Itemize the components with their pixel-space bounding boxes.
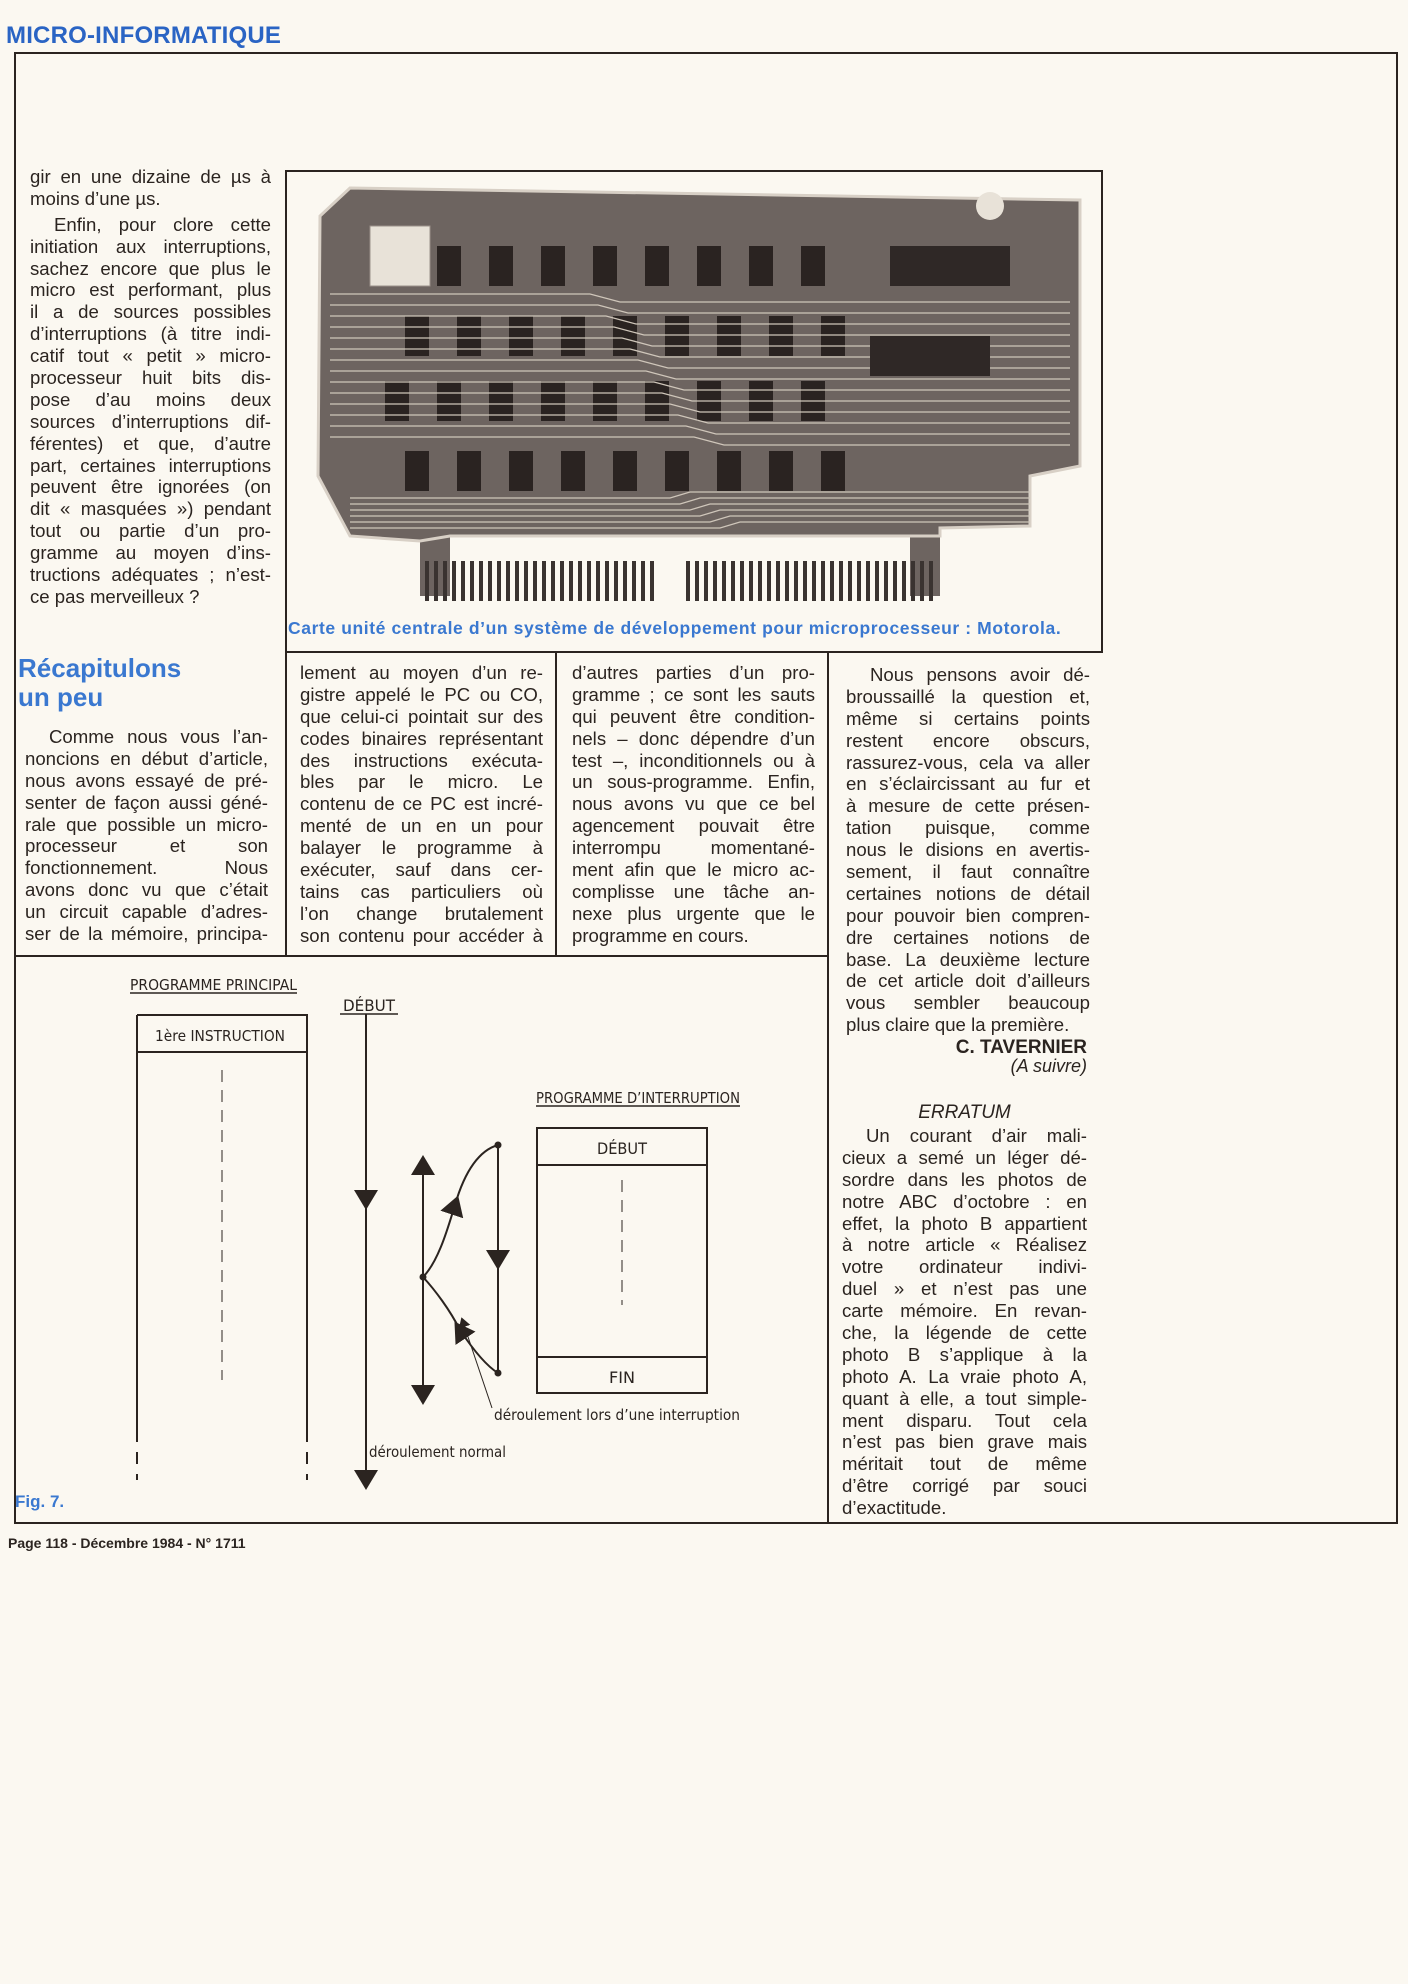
- erratum-title: ERRATUM: [918, 1102, 1011, 1123]
- text-line: que celui-ci pointait sur des: [300, 705, 543, 727]
- paragraph: [846, 664, 1090, 1036]
- text-line: interrompu momentané-: [572, 837, 815, 859]
- chip: [821, 316, 845, 356]
- column-divider: [555, 651, 557, 955]
- text-line: d’interruptions (à titre indi-: [30, 323, 271, 345]
- text-line: tains cas particuliers où: [300, 880, 543, 902]
- chip: [769, 451, 793, 491]
- paragraph: [25, 726, 268, 945]
- text-line: processeur et son: [25, 835, 268, 857]
- erratum-body: [842, 1125, 1087, 1519]
- chip: [821, 451, 845, 491]
- paragraph: [572, 662, 815, 947]
- chip: [437, 246, 461, 286]
- text-line: des instructions exécuta-: [300, 749, 543, 771]
- text-line: rassurez-vous, cela va aller: [846, 751, 1090, 773]
- text-line: nous le disions en avertis-: [846, 839, 1090, 861]
- text-line: tructions adéquates ; n’est-: [30, 564, 271, 586]
- paragraph: [30, 166, 271, 210]
- paragraph: [30, 214, 271, 608]
- text-line: gramme au moyen d’ins-: [30, 542, 271, 564]
- text-line: contenu de ce PC est incré-: [300, 793, 543, 815]
- text-line: catif tout « petit » micro-: [30, 345, 271, 367]
- text-line: gramme ; ce sont les sauts: [572, 683, 815, 705]
- column-3: [572, 662, 815, 947]
- text-line: Un courant d’air mali-: [866, 1125, 1087, 1146]
- text-line: l’on change brutalement: [300, 902, 543, 924]
- text-line: même si certains points: [846, 707, 1090, 729]
- text-line: cieux a semé un léger dé-: [842, 1146, 1087, 1168]
- text-line: menté de un en un pour: [300, 815, 543, 837]
- text-line: noncions en début d’article,: [25, 747, 268, 769]
- chip: [541, 246, 565, 286]
- jump-arrow: [423, 1205, 455, 1277]
- text-line: micro est performant, plus: [30, 279, 271, 301]
- main-program-box-continuation: [137, 1430, 307, 1480]
- chip: [457, 451, 481, 491]
- text-line: ment afin que le micro ac-: [572, 859, 815, 881]
- text-line: d’exactitude.: [842, 1497, 947, 1519]
- text-line: agencement pouvait être: [572, 815, 815, 837]
- start-label: DÉBUT: [343, 996, 396, 1015]
- text-line: Nous pensons avoir dé-: [870, 664, 1090, 685]
- chip: [593, 246, 617, 286]
- chip: [769, 316, 793, 356]
- text-line: d’autres parties d’un pro-: [572, 662, 815, 683]
- heading-line: Récapitulons: [18, 653, 182, 683]
- text-line: son contenu pour accéder à: [300, 924, 543, 946]
- return-arrow: [460, 1330, 498, 1373]
- to-be-continued: (A suivre): [1010, 1056, 1087, 1076]
- chip: [717, 316, 741, 356]
- text-line: plus claire que la première.: [846, 1014, 1070, 1036]
- column-1-top: [30, 166, 271, 608]
- text-line: sources d’interruptions dif-: [30, 410, 271, 432]
- text-line: un circuit capable d’adres-: [25, 901, 268, 923]
- text-line: sordre dans les photos de: [842, 1168, 1087, 1190]
- text-line: qui peuvent être condition-: [572, 705, 815, 727]
- chip: [697, 246, 721, 286]
- text-line: gistre appelé le PC ou CO,: [300, 683, 543, 705]
- text-line: duel » et n’est pas une: [842, 1278, 1087, 1300]
- chip: [457, 316, 481, 356]
- interrupt-start-label: DÉBUT: [597, 1139, 648, 1158]
- text-line: vous sembler beaucoup: [846, 992, 1090, 1014]
- paragraph: [842, 1125, 1087, 1519]
- chip: [509, 316, 533, 356]
- text-line: à mesure de cette présen-: [846, 795, 1090, 817]
- text-line: dre certaines notions de: [846, 926, 1090, 948]
- photo-border-top: [285, 170, 1103, 172]
- text-line: à notre article « Réalisez: [842, 1234, 1087, 1256]
- column-divider: [285, 170, 287, 955]
- paragraph: [300, 662, 543, 947]
- photo-border-right: [1101, 170, 1103, 652]
- text-line: pour pouvoir bien compren-: [846, 904, 1090, 926]
- text-line: Comme nous vous l’an-: [49, 726, 268, 747]
- first-instruction-label: 1ère INSTRUCTION: [155, 1027, 285, 1045]
- text-line: part, certaines interruptions: [30, 454, 271, 476]
- figure-label: Fig. 7.: [15, 1492, 65, 1511]
- text-line: certaines notions de détail: [846, 882, 1090, 904]
- interrupt-end-label: FIN: [609, 1368, 635, 1387]
- text-line: d’être corrigé par souci: [842, 1475, 1087, 1497]
- text-line: carte mémoire. En revan-: [842, 1300, 1087, 1322]
- interrupt-flow-diagram: [0, 960, 830, 1520]
- main-program-title: PROGRAMME PRINCIPAL: [130, 976, 298, 994]
- chip: [489, 246, 513, 286]
- text-line: complisse une tâche an-: [572, 880, 815, 902]
- column-1-bottom: [25, 726, 268, 945]
- chip: [665, 451, 689, 491]
- page-footer: Page 118 - Décembre 1984 - N° 1711: [8, 1535, 246, 1551]
- chip: [801, 246, 825, 286]
- text-line: ser de la mémoire, principa-: [25, 923, 268, 945]
- column-2: [300, 662, 543, 947]
- interrupt-flow-label: déroulement lors d’une interruption: [494, 1406, 740, 1424]
- text-line: programme en cours.: [572, 924, 749, 946]
- photo-caption: Carte unité centrale d’un système de développement pour microprocesseur : Motorola.: [288, 618, 1062, 638]
- text-line: photo B s’applique à la: [842, 1343, 1087, 1365]
- jump-curve: [455, 1145, 498, 1205]
- text-line: gir en une dizaine de µs à: [30, 166, 271, 187]
- text-line: peuvent être ignorées (on: [30, 476, 271, 498]
- text-line: en s’éclaircissant au fur et: [846, 773, 1090, 795]
- text-line: restent encore obscurs,: [846, 729, 1090, 751]
- chip: [717, 451, 741, 491]
- author-signature: C. TAVERNIER: [955, 1037, 1087, 1058]
- text-line: méritait tout de même: [842, 1453, 1087, 1475]
- text-line: ment disparu. Tout cela: [842, 1409, 1087, 1431]
- text-line: test –, inconditionnels ou à: [572, 749, 815, 771]
- text-line: bles par le micro. Le: [300, 771, 543, 793]
- column-4: [846, 664, 1090, 1036]
- text-line: base. La deuxième lecture: [846, 948, 1090, 970]
- text-line: quant à elle, a tout simple-: [842, 1387, 1087, 1409]
- chip: [405, 316, 429, 356]
- text-line: processeur huit bits dis-: [30, 367, 271, 389]
- text-line: codes binaires représentant: [300, 727, 543, 749]
- return-curve: [423, 1277, 460, 1330]
- text-line: ce pas merveilleux ?: [30, 585, 200, 607]
- text-line: il a de sources possibles: [30, 301, 271, 323]
- text-line: rale que possible un micro-: [25, 813, 268, 835]
- text-line: moins d’une µs.: [30, 187, 161, 209]
- text-line: nels – donc dépendre d’un: [572, 727, 815, 749]
- photo-border-bottom: [285, 651, 1103, 653]
- chip: [509, 451, 533, 491]
- text-line: broussaillé la question et,: [846, 685, 1090, 707]
- interrupt-program-title: PROGRAMME D’INTERRUPTION: [536, 1089, 740, 1107]
- text-line: notre ABC d’octobre : en: [842, 1190, 1087, 1212]
- text-line: senter de façon aussi géné-: [25, 791, 268, 813]
- text-line: tout ou partie d’un pro-: [30, 520, 271, 542]
- text-line: férentes) et que, d’autre: [30, 432, 271, 454]
- text-line: photo A. La vraie photo A,: [842, 1365, 1087, 1387]
- chip: [405, 451, 429, 491]
- figure-divider: [14, 955, 829, 957]
- text-line: dit « masquées ») pendant: [30, 498, 271, 520]
- heading-line: un peu: [18, 682, 104, 712]
- text-line: nous avons vu que ce bel: [572, 793, 815, 815]
- text-line: de cet article doit d’ailleurs: [846, 970, 1090, 992]
- section-header: MICRO-INFORMATIQUE: [6, 22, 282, 49]
- chip: [665, 316, 689, 356]
- text-line: tation puisque, comme: [846, 817, 1090, 839]
- text-line: nexe plus urgente que le: [572, 902, 815, 924]
- text-line: fonctionnement. Nous: [25, 857, 268, 879]
- chip: [645, 246, 669, 286]
- text-line: pose d’au moins deux: [30, 388, 271, 410]
- text-line: avons donc vu que c’était: [25, 879, 268, 901]
- text-line: che, la légende de cette: [842, 1322, 1087, 1344]
- section-heading: [18, 654, 181, 712]
- text-line: effet, la photo B appartient: [842, 1212, 1087, 1234]
- text-line: votre ordinateur indivi-: [842, 1256, 1087, 1278]
- chip: [613, 451, 637, 491]
- text-line: balayer le programme à: [300, 837, 543, 859]
- text-line: un sous-programme. Enfin,: [572, 771, 815, 793]
- text-line: n’est pas bien grave mais: [842, 1431, 1087, 1453]
- chip: [749, 246, 773, 286]
- chip: [561, 451, 585, 491]
- text-line: initiation aux interruptions,: [30, 235, 271, 257]
- chip: [561, 316, 585, 356]
- cpu-board-photo: [290, 176, 1098, 612]
- text-line: lement au moyen d’un re-: [300, 662, 543, 683]
- text-line: sement, il faut connaître: [846, 861, 1090, 883]
- normal-flow-label: déroulement normal: [369, 1443, 506, 1461]
- text-line: Enfin, pour clore cette: [54, 213, 271, 235]
- text-line: exécuter, sauf dans cer-: [300, 859, 543, 881]
- text-line: sachez encore que plus le: [30, 257, 271, 279]
- text-line: nous avons essayé de pré-: [25, 769, 268, 791]
